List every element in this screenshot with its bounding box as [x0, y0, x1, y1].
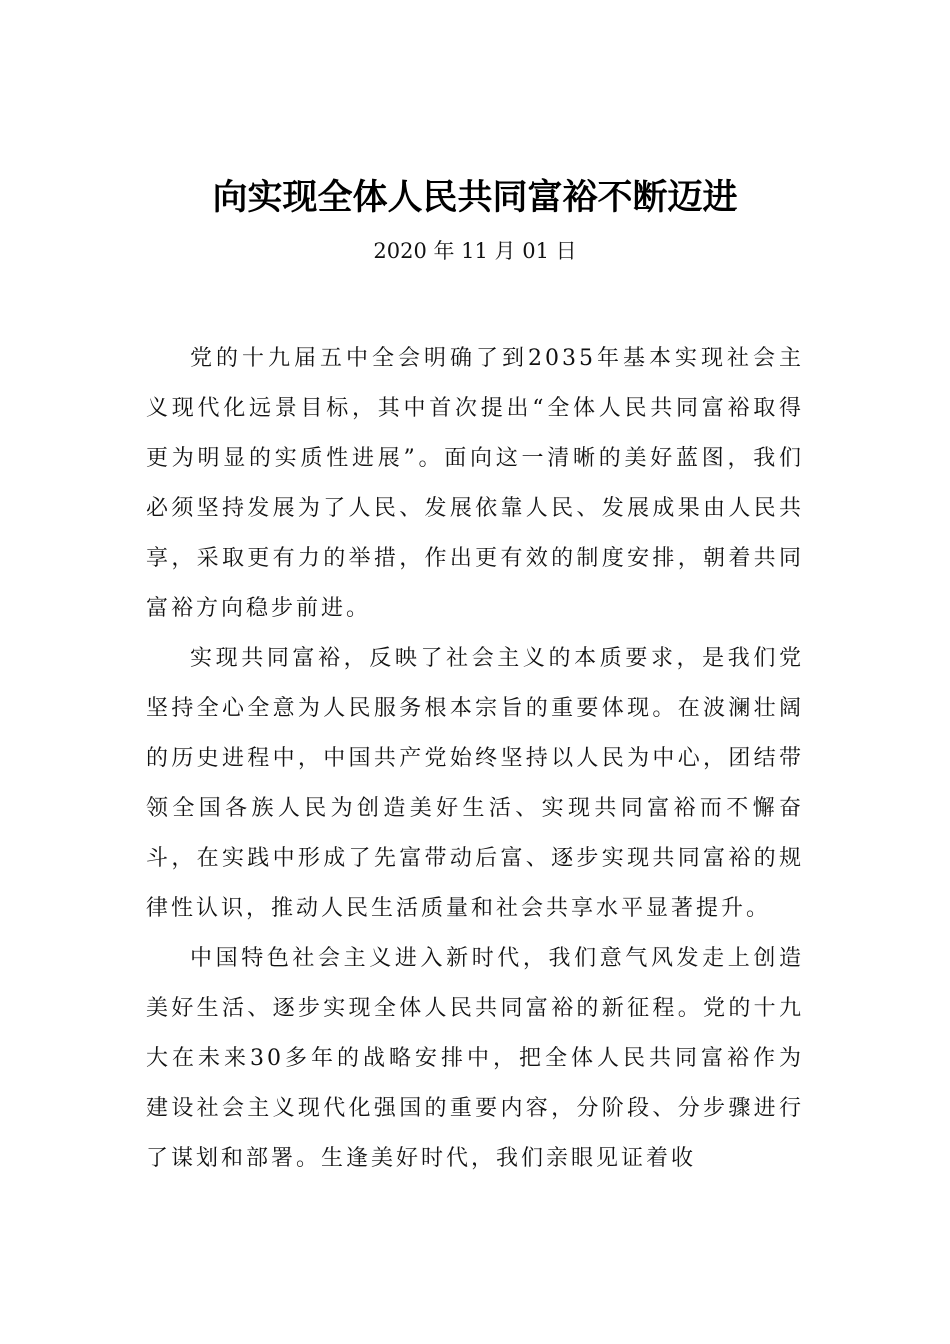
- paragraph-3: 中国特色社会主义进入新时代，我们意气风发走上创造美好生活、逐步实现全体人民共同富裕的新征程。党的十九大在未来30多年的战略安排中，把全体人民共同富裕作为建设社会主义现代化强国的重要内容，分阶段、分步骤进行了谋划和部署。生逢美好时代，我们亲眼见证着收: [146, 946, 804, 1171]
- article-body: [146, 334, 804, 1184]
- paragraph-1: 党的十九届五中全会明确了到2035年基本实现社会主义现代化远景目标，其中首次提出“全体人民共同富裕取得更为明显的实质性进展”。面向这一清晰的美好蓝图，我们必须坚持发展为了人民、发展依靠人民、发展成果由人民共享，采取更有力的举措，作出更有效的制度安排，朝着共同富裕方向稳步前进。: [146, 346, 804, 621]
- article-date: 2020 年 11 月 01 日: [373, 239, 577, 263]
- article-title: 向实现全体人民共同富裕不断迈进: [212, 177, 738, 218]
- paragraph-2: 实现共同富裕，反映了社会主义的本质要求，是我们党坚持全心全意为人民服务根本宗旨的重要体现。在波澜壮阔的历史进程中，中国共产党始终坚持以人民为中心，团结带领全国各族人民为创造美好生活、实现共同富裕而不懈奋斗，在实践中形成了先富带动后富、逐步实现共同富裕的规律性认识，推动人民生活质量和社会共享水平显著提升。: [146, 646, 804, 921]
